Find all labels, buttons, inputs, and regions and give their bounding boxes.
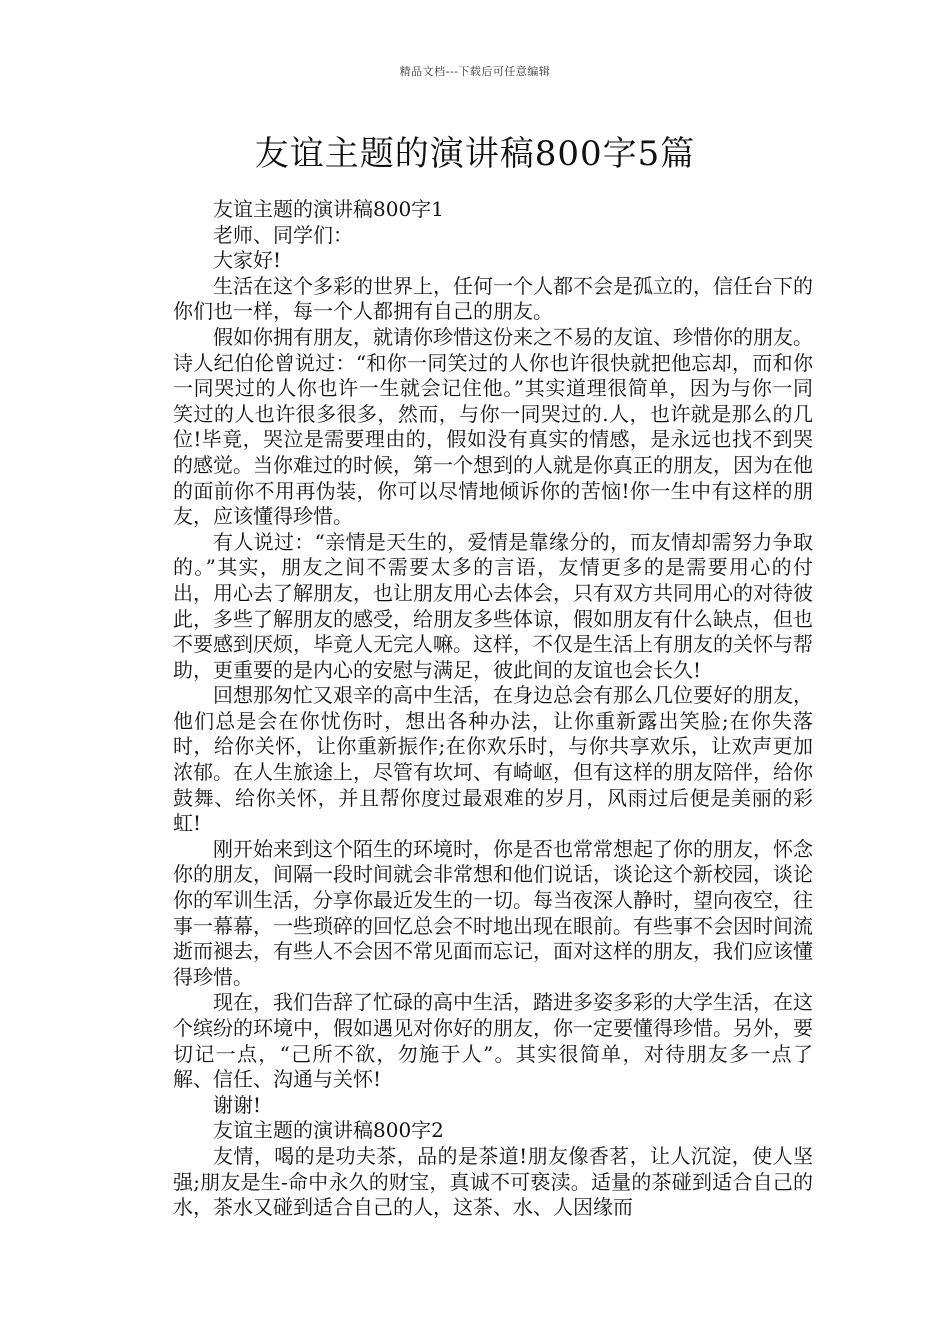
body-paragraph: 有人说过：“亲情是天生的，爱情是靠缘分的，而友情却需努力争取的。”其实，朋友之间不需要太多的言语，友情更多的是需要用心的付出，用心去了解朋友，也让朋友用心去体会，只有双方共同用心的对待彼此，多些了解朋友的感受，给朋友多些体谅，假如朋友有什么缺点，但也不要感到厌烦，毕竟人无完人嘛。这样，不仅是生活上有朋友的关怀与帮助，更重要的是内心的安慰与满足，彼此间的友谊也会长久! xyxy=(173,529,813,682)
section-heading: 友谊主题的演讲稿800字2 xyxy=(213,1118,444,1143)
body-paragraph: 假如你拥有朋友，就请你珍惜这份来之不易的友谊、珍惜你的朋友。诗人纪伯伦曾说过：“和你一同笑过的人你也许很快就把他忘却，而和你一同哭过的人你也许一生就会记住他。”其实道理很简单，因为与你一同笑过的人也许很多很多，然而，与你一同哭过的.人，也许就是那么的几位!毕竟，哭泣是需要理由的，假如没有真实的情感，是永远也找不到哭的感觉。当你难过的时候，第一个想到的人就是你真正的朋友，因为在他的面前你不用再伪装，你可以尽情地倾诉你的苦恼!你一生中有这样的朋友，应该懂得珍惜。 xyxy=(173,324,813,529)
body-paragraph: 现在，我们告辞了忙碌的高中生活，踏进多姿多彩的大学生活，在这个缤纷的环境中，假如遇见对你好的朋友，你一定要懂得珍惜。另外，要切记一点，“己所不欲，勿施于人”。其实很简单，对待朋友多一点了解、信任、沟通与关怀! xyxy=(173,990,813,1092)
greeting: 大家好! xyxy=(213,248,282,273)
body-paragraph: 生活在这个多彩的世界上，任何一个人都不会是孤立的，信任台下的你们也一样，每一个人都拥有自己的朋友。 xyxy=(173,273,813,324)
document-body xyxy=(173,197,813,1221)
document-title: 友谊主题的演讲稿800字5篇 xyxy=(254,134,696,174)
closing: 谢谢! xyxy=(213,1092,262,1117)
salutation: 老师、同学们： xyxy=(213,222,353,247)
header-note: 精品文档---下载后可任意编辑 xyxy=(399,65,551,78)
body-paragraph: 刚开始来到这个陌生的环境时，你是否也常常想起了你的朋友，怀念你的朋友，间隔一段时间就会非常想和他们说话，谈论这个新校园，谈论你的军训生活，分享你最近发生的一切。每当夜深人静时，望向夜空，往事一幕幕，一些琐碎的回忆总会不时地出现在眼前。有些事不会因时间流逝而褪去，有些人不会因不常见面而忘记，面对这样的朋友，我们应该懂得珍惜。 xyxy=(173,836,813,989)
body-paragraph: 回想那匆忙又艰辛的高中生活，在身边总会有那么几位要好的朋友，他们总是会在你忧伤时，想出各种办法，让你重新露出笑脸;在你失落时，给你关怀，让你重新振作;在你欢乐时，与你共享欢乐，让欢声更加浓郁。在人生旅途上，尽管有坎坷、有崎岖，但有这样的朋友陪伴，给你鼓舞、给你关怀，并且帮你度过最艰难的岁月，风雨过后便是美丽的彩虹! xyxy=(173,683,813,836)
body-paragraph: 友情，喝的是功夫茶，品的是茶道!朋友像香茗，让人沉淀，使人坚强;朋友是生-命中永久的财宝，真诚不可亵渎。适量的茶碰到适合自己的水，茶水又碰到适合自己的人，这茶、水、人因缘而 xyxy=(173,1143,813,1220)
section-heading: 友谊主题的演讲稿800字1 xyxy=(213,197,444,221)
